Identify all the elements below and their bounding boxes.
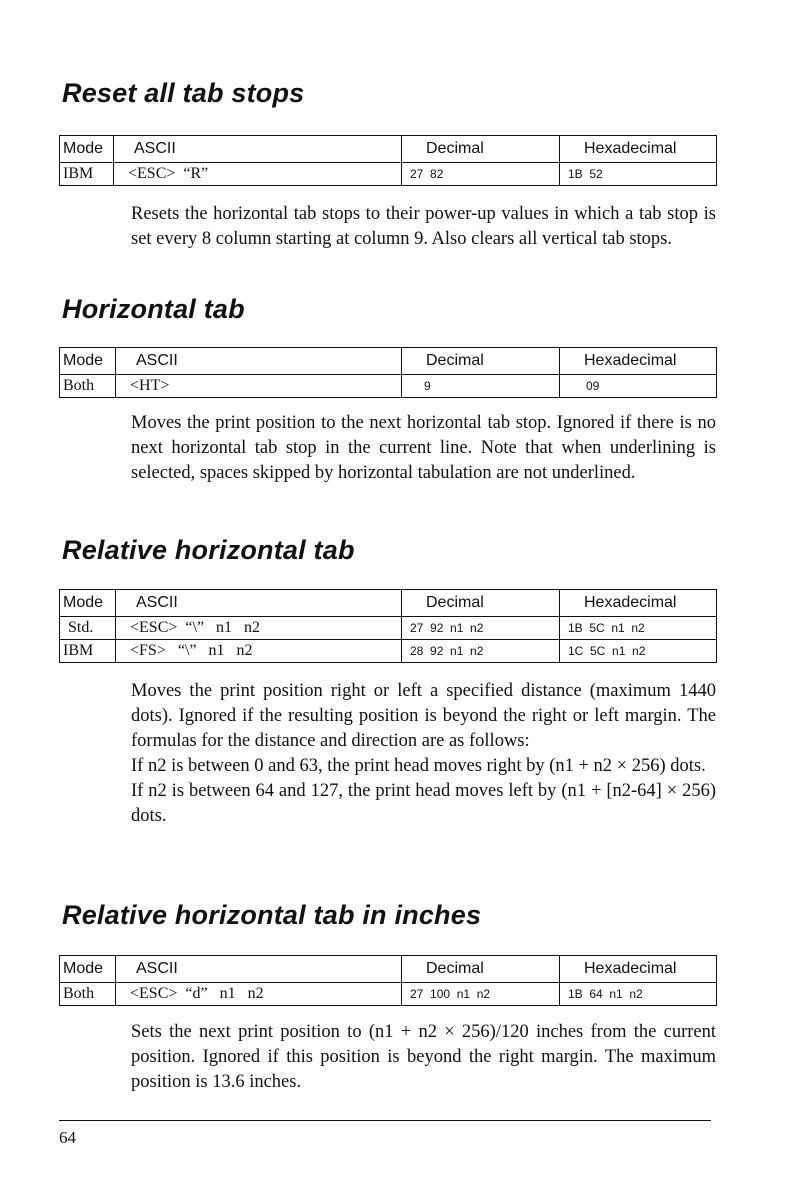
table-row: [60, 640, 717, 663]
cell-ascii: <ESC> “R”: [114, 163, 402, 186]
paragraph: Resets the horizontal tab stops to their power-up values in which a tab stop is set every 8 column starting at column 9. Also clears all vertical tab stops.: [131, 204, 716, 249]
paragraph: Moves the print position right or left a specified distance (maximum 1440 dots). Ignored if the resulting position is beyond the right or left margin. The formulas for the distance and direction are as follows:: [131, 681, 716, 751]
header-hexadecimal: Hexadecimal: [560, 348, 717, 375]
cell-mode: IBM: [60, 640, 116, 663]
header-hexadecimal: Hexadecimal: [560, 956, 717, 983]
section-title-reset-all-tab-stops: Reset all tab stops: [62, 78, 305, 108]
cell-decimal: 28 92 n1 n2: [402, 640, 560, 663]
cell-decimal: 9: [402, 375, 560, 398]
cell-ascii: <HT>: [116, 375, 402, 398]
cell-mode: IBM: [60, 163, 114, 186]
cell-hexadecimal: 1B 64 n1 n2: [560, 983, 717, 1006]
header-ascii: ASCII: [116, 590, 402, 617]
command-table-horizontal-tab: [59, 347, 717, 398]
description-reset-all-tab-stops: [131, 202, 716, 252]
table-header-row: [60, 136, 717, 163]
cell-decimal: 27 100 n1 n2: [402, 983, 560, 1006]
header-ascii: ASCII: [116, 956, 402, 983]
paragraph: Sets the next print position to (n1 + n2 × 256)/120 inches from the current position. Ignored if this position is beyond the right margin. The maximum position is 13.6 inches.: [131, 1022, 716, 1092]
cell-hexadecimal: 09: [560, 375, 717, 398]
cell-hexadecimal: 1B 52: [560, 163, 717, 186]
cell-mode: Both: [60, 375, 116, 398]
section-title-horizontal-tab: Horizontal tab: [62, 294, 245, 324]
header-ascii: ASCII: [114, 136, 402, 163]
description-horizontal-tab: [131, 411, 716, 486]
section-title-relative-horizontal-tab: Relative horizontal tab: [62, 535, 355, 565]
footer-rule: [59, 1120, 711, 1121]
command-table-reset-all-tab-stops: [59, 135, 717, 186]
cell-mode: Both: [60, 983, 116, 1006]
cell-decimal: 27 82: [402, 163, 560, 186]
header-mode: Mode: [60, 590, 116, 617]
header-decimal: Decimal: [402, 956, 560, 983]
paragraph: Moves the print position to the next horizontal tab stop. Ignored if there is no next horizontal tab stop in the current line. Note that when underlining is selected, spaces skipped by horizontal tabulation are not underlined.: [131, 413, 716, 483]
page-number: 64: [59, 1128, 76, 1147]
table-header-row: [60, 348, 717, 375]
table-row: [60, 983, 717, 1006]
cell-ascii: <ESC> “d” n1 n2: [116, 983, 402, 1006]
table-header-row: [60, 956, 717, 983]
table-row: [60, 617, 717, 640]
command-table-relative-horizontal-tab: [59, 589, 717, 663]
command-table-relative-horizontal-tab-in-inches: [59, 955, 717, 1006]
table-row: [60, 163, 717, 186]
header-mode: Mode: [60, 136, 114, 163]
paragraph: If n2 is between 0 and 63, the print head moves right by (n1 + n2 × 256) dots.: [131, 756, 706, 776]
cell-mode: Std.: [60, 617, 116, 640]
table-header-row: [60, 590, 717, 617]
header-decimal: Decimal: [402, 348, 560, 375]
header-mode: Mode: [60, 348, 116, 375]
header-mode: Mode: [60, 956, 116, 983]
header-decimal: Decimal: [402, 590, 560, 617]
description-relative-horizontal-tab-in-inches: [131, 1020, 716, 1095]
header-hexadecimal: Hexadecimal: [560, 136, 717, 163]
cell-decimal: 27 92 n1 n2: [402, 617, 560, 640]
cell-ascii: <ESC> “\” n1 n2: [116, 617, 402, 640]
cell-hexadecimal: 1B 5C n1 n2: [560, 617, 717, 640]
header-ascii: ASCII: [116, 348, 402, 375]
header-decimal: Decimal: [402, 136, 560, 163]
cell-hexadecimal: 1C 5C n1 n2: [560, 640, 717, 663]
header-hexadecimal: Hexadecimal: [560, 590, 717, 617]
cell-ascii: <FS> “\” n1 n2: [116, 640, 402, 663]
paragraph: If n2 is between 64 and 127, the print head moves left by (n1 + [n2-64] × 256) dots.: [131, 781, 716, 826]
description-relative-horizontal-tab: [131, 679, 716, 829]
section-title-relative-horizontal-tab-in-inches: Relative horizontal tab in inches: [62, 900, 482, 930]
table-row: [60, 375, 717, 398]
